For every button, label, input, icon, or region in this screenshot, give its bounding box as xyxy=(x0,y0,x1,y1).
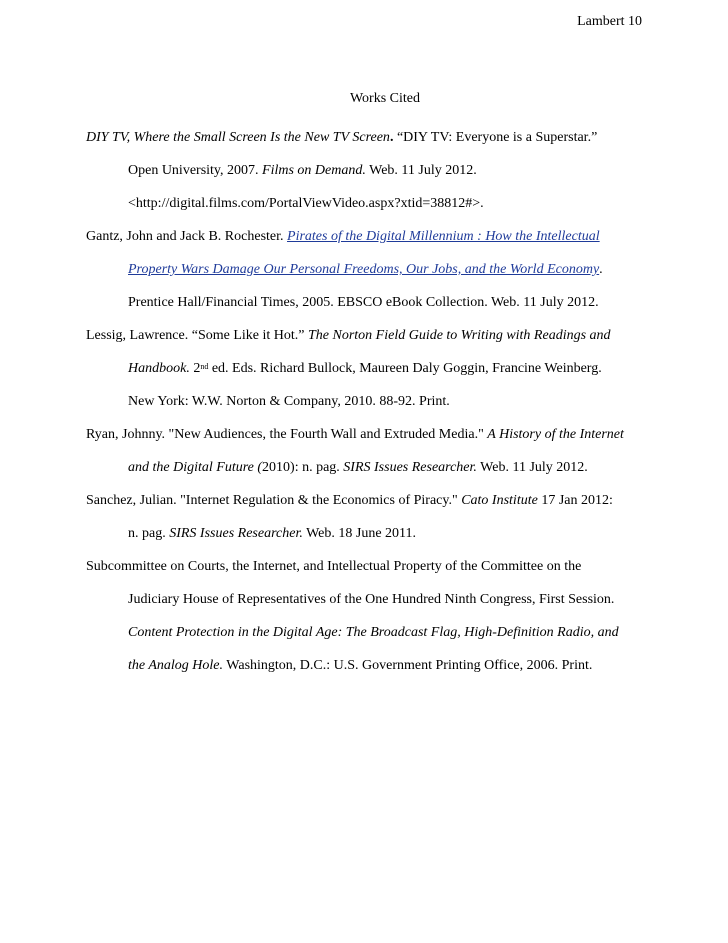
citation-line xyxy=(86,451,646,484)
citation-line xyxy=(86,418,646,451)
citation-text: . xyxy=(599,262,603,277)
citation-text: Ryan, Johnny. "New Audiences, the Fourth Wall and Extruded Media." xyxy=(86,427,488,442)
citation-text: Web. 11 July 2012. xyxy=(365,163,477,178)
citation-text: Gantz, John and Jack B. Rochester. xyxy=(86,229,288,244)
citation-text: “DIY TV: Everyone is a Superstar.” xyxy=(393,130,598,145)
citation-line xyxy=(86,187,646,220)
citation-entry xyxy=(86,220,646,319)
citation-text: SIRS Issues Researcher. xyxy=(169,526,303,541)
citation-line xyxy=(86,220,646,253)
citation-entry xyxy=(86,319,646,418)
citation-line xyxy=(86,484,646,517)
citation-text: n. pag. xyxy=(128,526,170,541)
citation-line xyxy=(86,550,646,583)
citation-text: nd xyxy=(200,362,209,371)
citation-entry xyxy=(86,418,646,484)
citation-text: Content Protection in the Digital Age: The Broadcast Flag, High-Definition Radio, and xyxy=(128,625,619,640)
citation-text: 17 Jan 2012: xyxy=(537,493,613,508)
citation-text: The Norton Field Guide to Writing with Readings and xyxy=(307,328,611,343)
citation-text: New York: W.W. Norton & Company, 2010. 88-92. Print. xyxy=(128,394,450,409)
citation-text: Handbook. xyxy=(128,361,190,376)
citation-text: DIY TV, Where the Small Screen Is the New TV Screen xyxy=(86,130,390,145)
citation-line xyxy=(86,319,646,352)
citation-link[interactable]: Pirates of the Digital Millennium : How the Intellectual xyxy=(287,229,600,244)
citation-text: Web. 18 June 2011. xyxy=(302,526,417,541)
citation-text: SIRS Issues Researcher. xyxy=(343,460,477,475)
citation-line xyxy=(86,385,646,418)
running-head: Lambert 10 xyxy=(577,14,642,29)
citation-entry xyxy=(86,121,646,220)
citation-line xyxy=(86,253,646,286)
citation-text: Films on Demand. xyxy=(262,163,366,178)
citation-text: 2 xyxy=(189,361,201,376)
citation-text: Lessig, Lawrence. “Some Like it Hot.” xyxy=(86,328,308,343)
citation-text: Web. 11 July 2012. xyxy=(476,460,588,475)
citation-text: Judiciary House of Representatives of the One Hundred Ninth Congress, First Session. xyxy=(128,592,615,607)
citation-text: the Analog Hole. xyxy=(128,658,224,673)
citation-line xyxy=(86,517,646,550)
citation-entry xyxy=(86,550,646,682)
citation-line xyxy=(86,352,646,385)
citation-text: Open University, 2007. xyxy=(128,163,263,178)
citation-text: and the Digital Future ( xyxy=(128,460,263,475)
citation-text: Prentice Hall/Financial Times, 2005. EBSCO eBook Collection. Web. 11 July 2012. xyxy=(128,295,599,310)
page-title: Works Cited xyxy=(349,91,421,106)
citation-line xyxy=(86,616,646,649)
citation-text: ed. Eds. Richard Bullock, Maureen Daly Goggin, Francine Weinberg. xyxy=(208,361,602,376)
citation-text: . xyxy=(389,130,394,145)
citation-line xyxy=(86,286,646,319)
citation-text: Washington, D.C.: U.S. Government Printing Office, 2006. Print. xyxy=(223,658,593,673)
citation-line xyxy=(86,649,646,682)
citation-line xyxy=(86,121,646,154)
citation-link[interactable]: Property Wars Damage Our Personal Freedoms, Our Jobs, and the World Economy xyxy=(128,262,600,277)
works-cited-list xyxy=(86,121,646,682)
citation-line xyxy=(86,583,646,616)
citation-text: Sanchez, Julian. "Internet Regulation & the Economics of Piracy." xyxy=(86,493,462,508)
citation-text: A History of the Internet xyxy=(487,427,624,442)
citation-text: 2010): n. pag. xyxy=(262,460,344,475)
citation-text: Subcommittee on Courts, the Internet, and Intellectual Property of the Committee on the xyxy=(86,559,582,574)
citation-line xyxy=(86,154,646,187)
citation-text: Cato Institute xyxy=(461,493,538,508)
citation-entry xyxy=(86,484,646,550)
citation-text: <http://digital.films.com/PortalViewVideo.aspx?xtid=38812#>. xyxy=(128,196,484,211)
